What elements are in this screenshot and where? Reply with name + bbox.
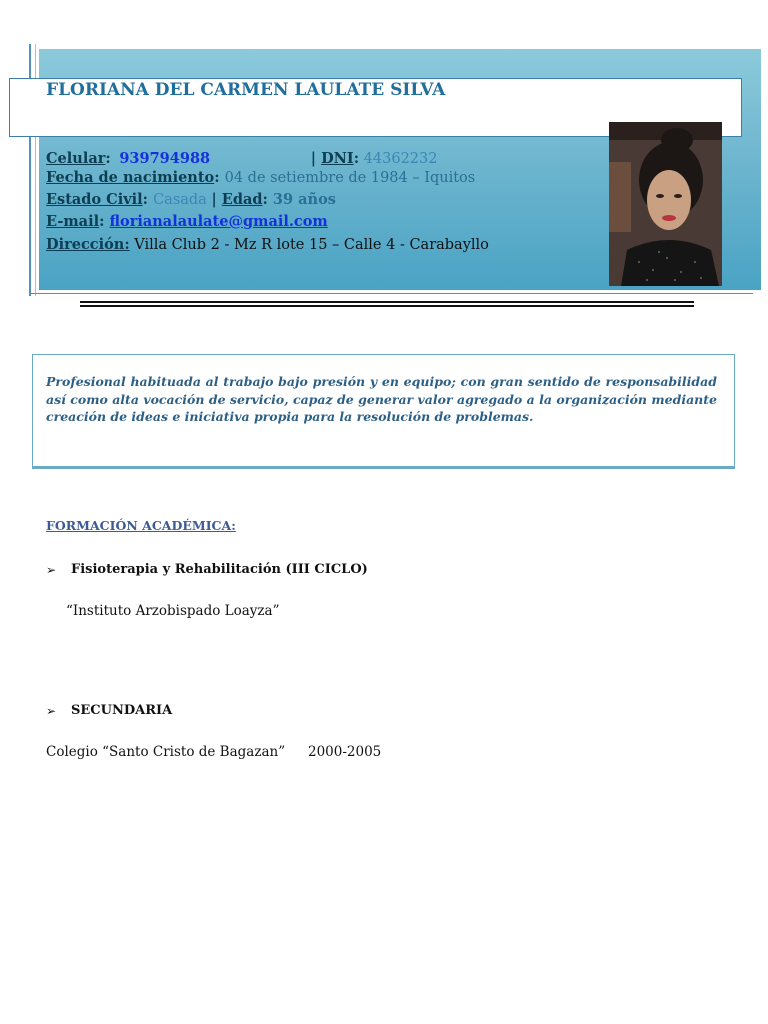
edad-value: 39 años <box>272 191 336 208</box>
bullet-icon: ➢ <box>46 704 57 718</box>
education-heading: FORMACIÓN ACADÉMICA: <box>46 518 236 533</box>
email-link[interactable]: florianalaulate@gmail.com <box>109 213 328 230</box>
education-item-title: SECUNDARIA <box>71 703 173 718</box>
education-item-years: 2000-2005 <box>308 744 382 760</box>
contact-line-civil: Estado Civil: Casada | Edad: 39 años <box>46 191 336 208</box>
contact-line-email: E-mail: florianalaulate@gmail.com <box>46 213 328 230</box>
profile-summary: Profesional habituada al trabajo bajo presión y en equipo; con gran sentido de responsabilidad así como alta vocación de servicio, capaz de generar valor agregado a la organización mediante creación de ideas e iniciativa propia para la resolución de problemas. <box>46 374 717 424</box>
portrait-illustration <box>609 122 722 286</box>
education-item-title: Fisioterapia y Rehabilitación (III CICLO) <box>71 562 368 577</box>
fecha-value: 04 de setiembre de 1984 – Iquitos <box>224 170 476 186</box>
estado-label: Estado Civil <box>46 191 143 208</box>
estado-value: Casada <box>153 192 207 208</box>
celular-label: Celular <box>46 150 106 167</box>
direccion-value: Villa Club 2 - Mz R lote 15 – Calle 4 - Carabayllo <box>134 237 489 253</box>
education-item-institution: “Instituto Arzobispado Loayza” <box>66 603 280 619</box>
fecha-label: Fecha de nacimiento <box>46 169 215 186</box>
contact-line-birth: Fecha de nacimiento: 04 de setiembre de 1984 – Iquitos <box>46 169 476 186</box>
contact-line-phone: Celular: 939794988 | DNI: 44362232 <box>46 150 438 167</box>
celular-value: 939794988 <box>119 150 211 167</box>
bullet-icon: ➢ <box>46 563 57 577</box>
dni-label: DNI <box>321 150 354 167</box>
profile-photo <box>609 122 722 286</box>
candidate-name: FLORIANA DEL CARMEN LAULATE SILVA <box>46 80 446 100</box>
dni-value: 44362232 <box>363 151 438 167</box>
edad-label: Edad <box>221 191 263 208</box>
education-item-school: Colegio “Santo Cristo de Bagazan” <box>46 744 286 760</box>
direccion-label: Dirección: <box>46 236 130 253</box>
header-bottom-rule <box>29 293 753 294</box>
divider-top-line <box>80 301 694 303</box>
divider-bottom-line <box>80 305 694 307</box>
email-label: E-mail <box>46 213 100 230</box>
contact-line-address <box>46 236 489 254</box>
